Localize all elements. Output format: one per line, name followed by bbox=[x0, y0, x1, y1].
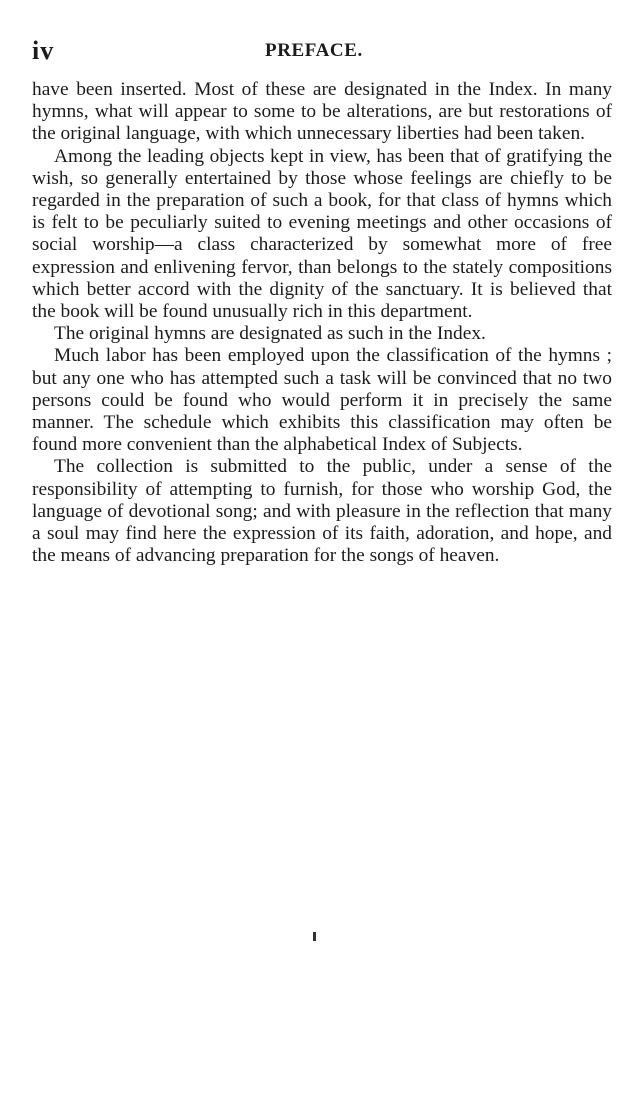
page-header bbox=[32, 36, 610, 68]
print-mark bbox=[313, 932, 316, 941]
preface-text bbox=[32, 79, 612, 567]
paragraph-continued: have been inserted. Most of these are designated in the Index. In many hymns, what will appear to some to be alterations, are but restorations of the original language, with which unnecessary liberties had been taken. bbox=[32, 79, 612, 145]
paragraph-leading-objects: Among the leading objects kept in view, has been that of gratifying the wish, so generally entertained by those whose feelings are chiefly to be regarded in the preparation of such a book, for that class of hymns which is felt to be peculiarly suited to evening meetings and other occasions of social worship—a class characterized by somewhat more of free expression and enlivening fervor, than belongs to the stately compositions which better accord with the dignity of the sanctuary. It is believed that the book will be found unusually rich in this department. bbox=[32, 145, 612, 323]
paragraph-original-hymns: The original hymns are designated as such in the Index. bbox=[54, 323, 486, 345]
page-number: iv bbox=[32, 36, 55, 65]
paragraph-collection: The collection is submitted to the public, under a sense of the responsibility of attempting to furnish, for those who worship God, the language of devotional song; and with pleasure in the reflection that many a soul may find here the expression of its faith, adoration, and hope, and the means of advancing preparation for the songs of heaven. bbox=[32, 456, 612, 567]
paragraph-classification: Much labor has been employed upon the classification of the hymns ; but any one who has attempted such a task will be convinced that no two persons could be found who would perform it in precisely the same manner. The schedule which exhibits this classification may often be found more convenient than the alphabetical Index of Subjects. bbox=[32, 345, 612, 456]
running-head: PREFACE. bbox=[265, 40, 363, 61]
